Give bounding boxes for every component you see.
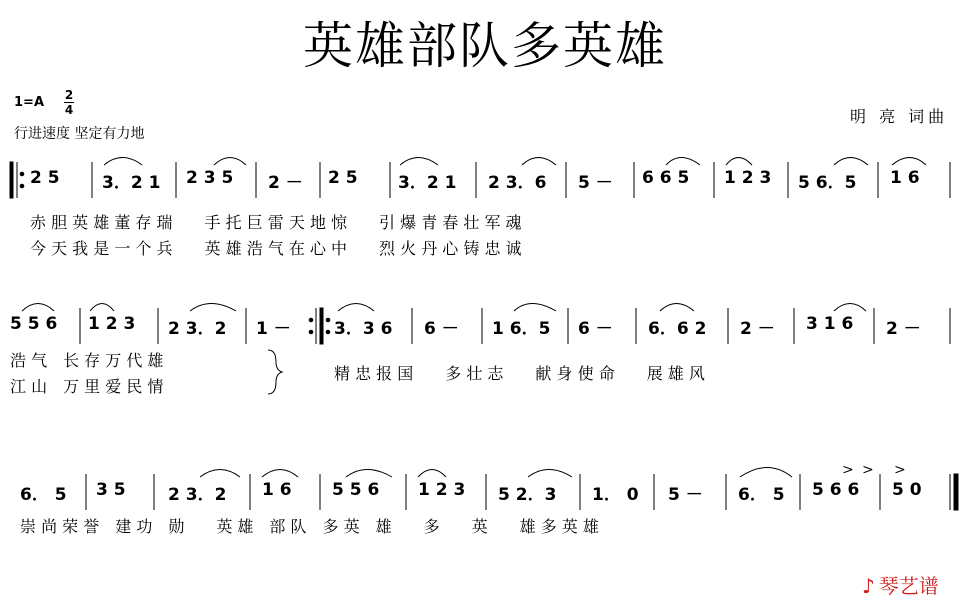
score-title: 英雄部队多英雄	[303, 17, 667, 75]
measure: 3 5	[96, 480, 126, 500]
measure: 5 0	[892, 480, 922, 500]
measure: 2 3．2	[168, 485, 227, 505]
measure: 3 1 6	[806, 314, 854, 334]
measure: 5 5 6	[332, 480, 380, 500]
measure: 1 －	[256, 319, 291, 339]
measure: 2 －	[740, 319, 775, 339]
measure: 1 2 3	[88, 314, 136, 334]
lyricist-composer: 明 亮 词曲	[850, 107, 949, 126]
measure: 1 6．5	[492, 319, 551, 339]
key-signature: 1=A	[14, 95, 44, 110]
measure: 5 6 6	[812, 480, 860, 500]
measure: 2 3．6	[488, 173, 547, 193]
measure: 2 －	[886, 319, 921, 339]
measure: 3．2 1	[102, 173, 161, 193]
accent-mark: >	[894, 462, 906, 478]
lyric-line-3: 崇 尚 荣 誉 建 功 勋 英 雄 部 队 多 英 雄 多 英 雄 多 英 雄	[20, 517, 599, 536]
measure: 2 3 5	[186, 168, 234, 188]
measure: 5 6．5	[798, 173, 857, 193]
measure: 6 6 5	[642, 168, 690, 188]
lyric-line-1a: 赤 胆 英 雄 董 存 瑞 手 托 巨 雷 天 地 惊 引 爆 青 春 壮 军 魂	[30, 213, 522, 232]
time-signature-bottom: 4	[64, 103, 74, 117]
lyric-line-1b: 今 天 我 是 一 个 兵 英 雄 浩 气 在 心 中 烈 火 丹 心 铸 忠 诚	[30, 239, 522, 258]
measure: 6 －	[578, 319, 613, 339]
measure: 5 －	[578, 173, 613, 193]
measure: 1 2 3	[724, 168, 772, 188]
measure: 1． 0	[592, 485, 639, 505]
accent-mark: >	[862, 462, 874, 478]
measure: 2 5	[328, 168, 358, 188]
measure: 2 3．2	[168, 319, 227, 339]
measure: 5 －	[668, 485, 703, 505]
measure: 5 2．3	[498, 485, 557, 505]
tempo-marking: 行进速度 坚定有力地	[14, 126, 145, 142]
measure: 3．2 1	[398, 173, 457, 193]
lyric-line-2-common: 精 忠 报 国 多 壮 志 献 身 使 命 展 雄 风	[334, 364, 705, 383]
lyric-line-2b: 江 山 万 里 爱 民 情	[10, 377, 164, 396]
accent-mark: >	[842, 462, 854, 478]
measure: 6．6 2	[648, 319, 707, 339]
measure: 3．3 6	[334, 319, 393, 339]
measure: 6． 5	[738, 485, 785, 505]
measure: 5 5 6	[10, 314, 58, 334]
measure: 1 2 3	[418, 480, 466, 500]
measure: 6 －	[424, 319, 459, 339]
measure: 1 6	[890, 168, 920, 188]
logo-icon: ♪	[862, 574, 875, 598]
measure: 2 5	[30, 168, 60, 188]
logo-text: 琴艺谱	[878, 574, 939, 598]
time-signature-top: 2	[64, 88, 74, 102]
measure: 1 6	[262, 480, 292, 500]
measure: 6． 5	[20, 485, 67, 505]
site-logo	[862, 570, 939, 599]
lyric-line-2a: 浩 气 长 存 万 代 雄	[10, 351, 164, 370]
measure: 2 －	[268, 173, 303, 193]
